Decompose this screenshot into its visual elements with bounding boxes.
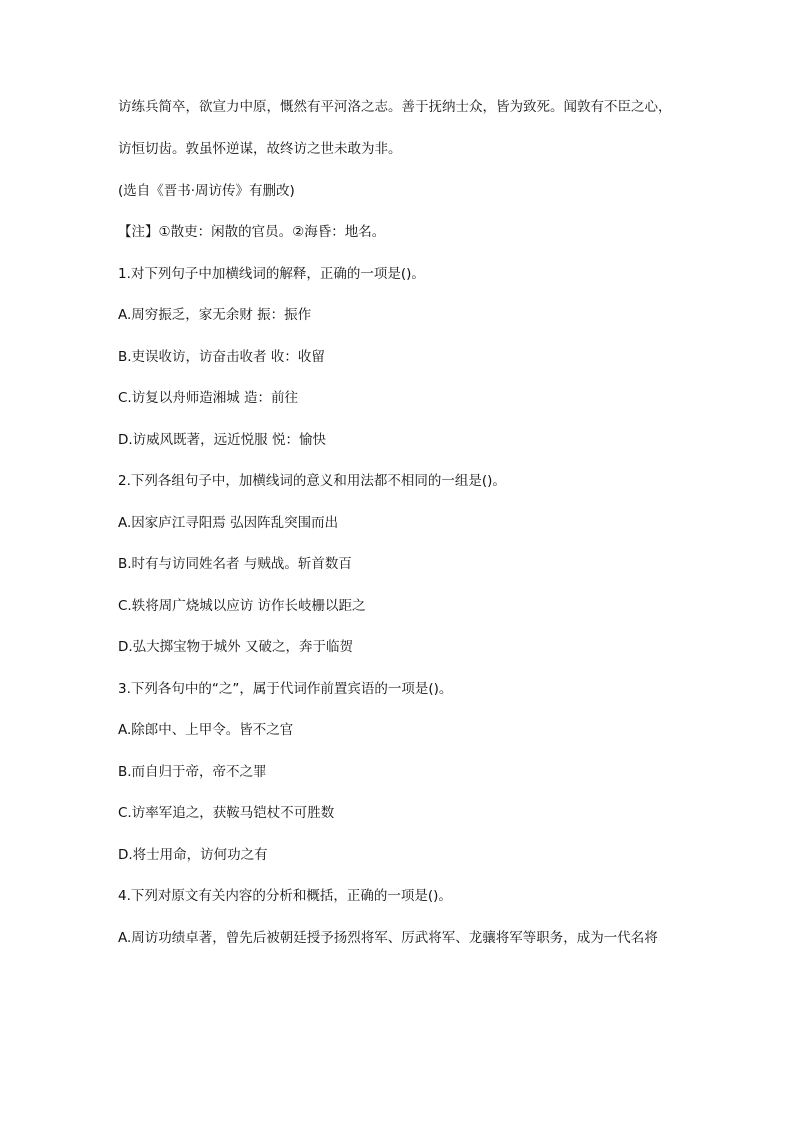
- question-4: [118, 884, 678, 950]
- passage-paragraph-2: 访恒切齿。敦虽怀逆谋，故终访之世未敢为非。: [118, 141, 402, 157]
- question-option: D.访威风既著，远近悦服 悦：愉快: [118, 431, 326, 448]
- question-option: A.周访功绩卓著，曾先后被朝廷授予扬烈将军、厉武将军、龙骧将军等职务，成为一代名将: [118, 929, 658, 946]
- passage-paragraph-1: 访练兵简卒，欲宣力中原，慨然有平河洛之志。善于抚纳士众，皆为致死。闻敦有不臣之心，: [118, 99, 672, 115]
- passage-source: (选自《晋书·周访传》有删改): [118, 182, 295, 199]
- question-stem: 4.下列对原文有关内容的分析和概括，正确的一项是()。: [118, 888, 452, 904]
- question-option: A.周穷振乏，家无余财 振：振作: [118, 307, 312, 323]
- passage-note: 【注】①散吏：闲散的官员。②海昏：地名。: [118, 224, 386, 240]
- question-option: D.弘大掷宝物于城外 又破之，奔于临贺: [118, 639, 353, 655]
- question-option: B.时有与访同姓名者 与贼战。斩首数百: [118, 556, 352, 572]
- question-stem: 1.对下列句子中加横线词的解释，正确的一项是()。: [118, 265, 425, 282]
- question-option: C.访复以舟师造湘城 造：前往: [118, 390, 299, 406]
- question-option: B.而自归于帝，帝不之罪: [118, 763, 267, 780]
- question-option: A.因家庐江寻阳焉 弘因阵乱突围而出: [118, 514, 339, 531]
- question-option: A.除郎中、上甲令。皆不之官: [118, 722, 294, 738]
- question-2: [118, 469, 678, 659]
- question-stem: 2.下列各组句子中，加横线词的意义和用法都不相同的一组是()。: [118, 473, 506, 489]
- question-option: B.吏误收访，访奋击收者 收：收留: [118, 348, 325, 365]
- question-3: [118, 677, 678, 867]
- question-1: [118, 262, 678, 452]
- question-option: C.轶将周广烧城以应访 访作长岐栅以距之: [118, 597, 366, 614]
- question-option: C.访率军追之，获鞍马铠杖不可胜数: [118, 805, 335, 821]
- document-body: [118, 95, 678, 950]
- question-stem: 3.下列各句中的“之”，属于代词作前置宾语的一项是()。: [118, 680, 453, 697]
- question-option: D.将士用命，访何功之有: [118, 846, 268, 863]
